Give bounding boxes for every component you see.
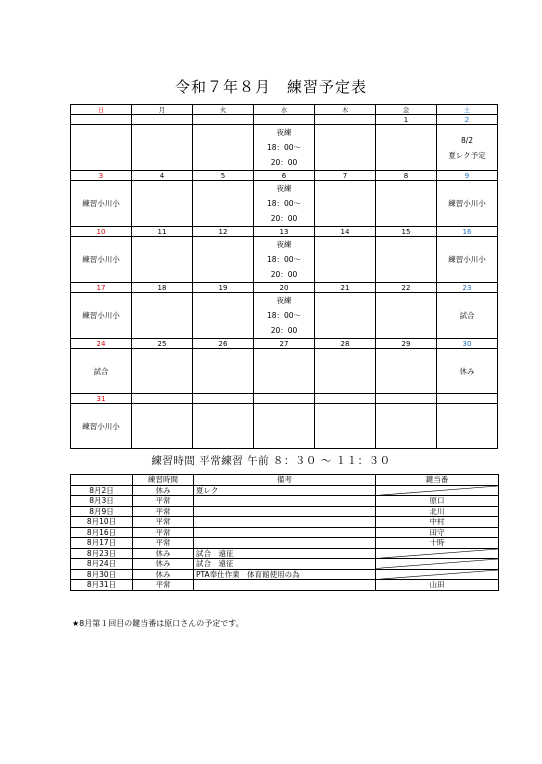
calendar-day-number: 30 bbox=[437, 339, 498, 349]
schedule-date: 8月24日 bbox=[71, 559, 133, 570]
weekday-header: 日 bbox=[71, 105, 132, 115]
calendar-day-note bbox=[132, 404, 193, 449]
calendar-day-note bbox=[315, 237, 376, 283]
calendar-day-number: 29 bbox=[376, 339, 437, 349]
calendar-day-note: 試合 bbox=[71, 349, 132, 394]
calendar-day-number: 18 bbox=[132, 283, 193, 293]
schedule-key: 田守 bbox=[376, 527, 499, 538]
strikeout-line bbox=[376, 559, 498, 569]
calendar-day-number: 15 bbox=[376, 227, 437, 237]
schedule-header: 練習時間 bbox=[133, 475, 194, 486]
schedule-date: 8月30日 bbox=[71, 569, 133, 580]
calendar-day-number: 21 bbox=[315, 283, 376, 293]
calendar-day-number bbox=[71, 115, 132, 125]
calendar-day-number: 11 bbox=[132, 227, 193, 237]
calendar-day-number bbox=[254, 115, 315, 125]
strikeout-line bbox=[376, 486, 498, 496]
calendar-day-note bbox=[376, 181, 437, 227]
calendar-day-note bbox=[132, 181, 193, 227]
calendar-day-number: 2 bbox=[437, 115, 498, 125]
schedule-note bbox=[194, 538, 376, 549]
calendar-day-note bbox=[254, 404, 315, 449]
schedule-key bbox=[376, 485, 499, 496]
calendar-day-note: 夜練 18：00～ 20：00 bbox=[254, 293, 315, 339]
calendar-day-note: 休み bbox=[437, 349, 498, 394]
calendar-day-number bbox=[315, 394, 376, 404]
calendar-day-number: 24 bbox=[71, 339, 132, 349]
calendar-day-number: 5 bbox=[193, 171, 254, 181]
calendar-day-number: 10 bbox=[71, 227, 132, 237]
calendar-day-number bbox=[193, 115, 254, 125]
schedule-header: 備考 bbox=[194, 475, 376, 486]
schedule-key: 北川 bbox=[376, 506, 499, 517]
calendar-day-note: 夜練 18：00～ 20：00 bbox=[254, 237, 315, 283]
weekday-header: 月 bbox=[132, 105, 193, 115]
calendar-day-number: 9 bbox=[437, 171, 498, 181]
calendar-day-note bbox=[71, 125, 132, 171]
schedule-time: 休み bbox=[133, 548, 194, 559]
calendar-day-note bbox=[193, 404, 254, 449]
schedule-time: 平常 bbox=[133, 496, 194, 507]
schedule-time: 平常 bbox=[133, 538, 194, 549]
calendar-day-note: 夜練 18：00～ 20：00 bbox=[254, 181, 315, 227]
schedule-note bbox=[194, 517, 376, 528]
schedule-date: 8月10日 bbox=[71, 517, 133, 528]
calendar-day-note bbox=[132, 349, 193, 394]
calendar-day-note bbox=[437, 404, 498, 449]
schedule-date: 8月23日 bbox=[71, 548, 133, 559]
schedule-note bbox=[194, 496, 376, 507]
table-row bbox=[71, 527, 499, 538]
calendar-day-note bbox=[376, 125, 437, 171]
calendar-day-number: 31 bbox=[71, 394, 132, 404]
table-row bbox=[71, 538, 499, 549]
schedule-note: 夏レク bbox=[194, 485, 376, 496]
calendar-day-number: 16 bbox=[437, 227, 498, 237]
schedule-key: 中村 bbox=[376, 517, 499, 528]
calendar-day-note bbox=[315, 181, 376, 227]
schedule-note bbox=[194, 527, 376, 538]
calendar-day-number: 19 bbox=[193, 283, 254, 293]
table-row bbox=[71, 517, 499, 528]
calendar-day-number: 22 bbox=[376, 283, 437, 293]
schedule-date: 8月17日 bbox=[71, 538, 133, 549]
schedule-note: PTA奉仕作業 体育館使用の為 bbox=[194, 569, 376, 580]
schedule-key: 原口 bbox=[376, 496, 499, 507]
calendar-day-note bbox=[315, 293, 376, 339]
table-row bbox=[71, 506, 499, 517]
calendar-day-number: 12 bbox=[193, 227, 254, 237]
calendar-day-number: 1 bbox=[376, 115, 437, 125]
calendar-day-note: 練習小川小 bbox=[71, 404, 132, 449]
calendar-day-number: 26 bbox=[193, 339, 254, 349]
page-title: 令和７年８月 練習予定表 bbox=[174, 78, 367, 96]
calendar-day-note: 試合 bbox=[437, 293, 498, 339]
calendar-day-note bbox=[193, 237, 254, 283]
schedule-time: 休み bbox=[133, 485, 194, 496]
calendar-day-number bbox=[315, 115, 376, 125]
calendar-day-note bbox=[376, 404, 437, 449]
calendar-day-number: 28 bbox=[315, 339, 376, 349]
schedule-date: 8月16日 bbox=[71, 527, 133, 538]
schedule-note: 試合 遠征 bbox=[194, 548, 376, 559]
calendar-day-number: 23 bbox=[437, 283, 498, 293]
calendar-day-number: 4 bbox=[132, 171, 193, 181]
calendar-day-note bbox=[315, 125, 376, 171]
calendar-day-note: 夜練 18：00～ 20：00 bbox=[254, 125, 315, 171]
practice-time: 練習時間 平常練習 午前 ８：３０ ～ １１：３０ bbox=[151, 455, 391, 467]
schedule-date: 8月3日 bbox=[71, 496, 133, 507]
schedule-time: 休み bbox=[133, 559, 194, 570]
calendar-day-note bbox=[132, 237, 193, 283]
calendar-day-number: 17 bbox=[71, 283, 132, 293]
calendar-day-number: 13 bbox=[254, 227, 315, 237]
weekday-header: 木 bbox=[315, 105, 376, 115]
calendar-day-number: 3 bbox=[71, 171, 132, 181]
calendar-day-note: 練習小川小 bbox=[71, 237, 132, 283]
calendar-day-number: 14 bbox=[315, 227, 376, 237]
calendar-day-note bbox=[193, 293, 254, 339]
calendar-day-note bbox=[376, 349, 437, 394]
schedule-date: 8月9日 bbox=[71, 506, 133, 517]
calendar-day-note bbox=[376, 237, 437, 283]
table-row bbox=[71, 580, 499, 591]
schedule-date: 8月2日 bbox=[71, 485, 133, 496]
weekday-header: 水 bbox=[254, 105, 315, 115]
schedule-time: 平常 bbox=[133, 517, 194, 528]
calendar-day-number bbox=[254, 394, 315, 404]
calendar-day-number: 27 bbox=[254, 339, 315, 349]
calendar-day-number bbox=[132, 394, 193, 404]
calendar-day-note: 8/2 夏レク予定 bbox=[437, 125, 498, 171]
calendar-day-note bbox=[132, 293, 193, 339]
calendar-day-note bbox=[132, 125, 193, 171]
schedule-key: 十時 bbox=[376, 538, 499, 549]
schedule-note bbox=[194, 580, 376, 591]
schedule-key bbox=[376, 559, 499, 570]
table-row bbox=[71, 559, 499, 570]
schedule-time: 平常 bbox=[133, 506, 194, 517]
table-row bbox=[71, 548, 499, 559]
table-row bbox=[71, 496, 499, 507]
calendar-day-note bbox=[315, 404, 376, 449]
calendar-day-note: 練習小川小 bbox=[437, 237, 498, 283]
schedule-header bbox=[71, 475, 133, 486]
calendar-day-note: 練習小川小 bbox=[71, 293, 132, 339]
calendar-day-number: 6 bbox=[254, 171, 315, 181]
schedule-key: 山田 bbox=[376, 580, 499, 591]
calendar-day-number bbox=[132, 115, 193, 125]
strikeout-line bbox=[376, 570, 498, 580]
schedule-time: 平常 bbox=[133, 580, 194, 591]
schedule-time: 平常 bbox=[133, 527, 194, 538]
calendar-day-number bbox=[193, 394, 254, 404]
schedule-note bbox=[194, 506, 376, 517]
calendar-day-number: 25 bbox=[132, 339, 193, 349]
calendar-day-number bbox=[437, 394, 498, 404]
table-row bbox=[71, 485, 499, 496]
calendar-day-note: 練習小川小 bbox=[437, 181, 498, 227]
calendar-day-note bbox=[193, 125, 254, 171]
calendar-day-number: 20 bbox=[254, 283, 315, 293]
calendar-day-note bbox=[193, 181, 254, 227]
schedule-table bbox=[70, 474, 499, 591]
schedule-header: 鍵当番 bbox=[376, 475, 499, 486]
calendar-day-note bbox=[254, 349, 315, 394]
table-row bbox=[71, 569, 499, 580]
calendar-table bbox=[70, 104, 498, 449]
schedule-key bbox=[376, 548, 499, 559]
weekday-header: 火 bbox=[193, 105, 254, 115]
calendar-day-note bbox=[315, 349, 376, 394]
calendar-day-number: 7 bbox=[315, 171, 376, 181]
calendar-day-note bbox=[193, 349, 254, 394]
weekday-header: 土 bbox=[437, 105, 498, 115]
schedule-key bbox=[376, 569, 499, 580]
calendar-day-note: 練習小川小 bbox=[71, 181, 132, 227]
schedule-time: 休み bbox=[133, 569, 194, 580]
calendar-day-number bbox=[376, 394, 437, 404]
schedule-date: 8月31日 bbox=[71, 580, 133, 591]
footnote: ★8月第１回目の鍵当番は原口さんの予定です。 bbox=[72, 619, 244, 628]
schedule-note: 試合 遠征 bbox=[194, 559, 376, 570]
strikeout-line bbox=[376, 549, 498, 559]
weekday-header: 金 bbox=[376, 105, 437, 115]
calendar-day-note bbox=[376, 293, 437, 339]
calendar-day-number: 8 bbox=[376, 171, 437, 181]
